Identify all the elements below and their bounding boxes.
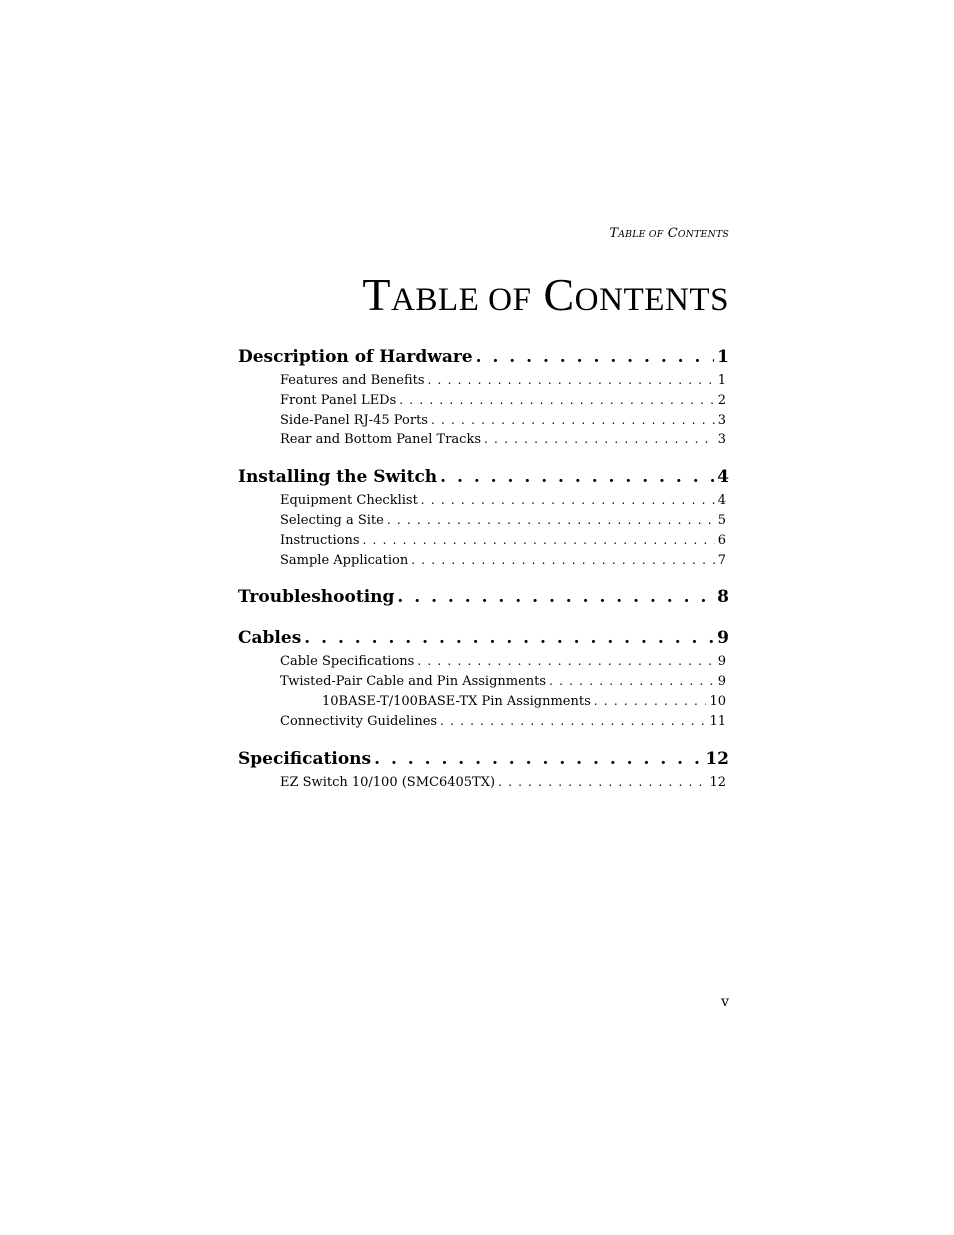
title-small-1: ABLE OF <box>390 281 532 318</box>
dot-leader <box>399 391 714 410</box>
dot-leader <box>411 551 714 570</box>
toc-section-heading[interactable] <box>238 583 729 611</box>
dot-leader <box>304 624 714 652</box>
toc-entry-label: Equipment Checklist <box>280 493 418 509</box>
toc-entry-page: 11 <box>709 713 726 729</box>
toc-entry[interactable] <box>280 672 726 692</box>
dot-leader <box>417 652 714 671</box>
dot-leader <box>387 511 715 530</box>
toc-entry-list <box>238 773 729 793</box>
dot-leader <box>374 745 702 773</box>
toc-entry-page: 5 <box>717 512 726 528</box>
toc-section <box>238 343 729 450</box>
table-of-contents <box>238 343 729 805</box>
toc-section-heading[interactable] <box>238 463 729 491</box>
toc-entry-page: 12 <box>709 774 726 790</box>
toc-entry-label: Sample Application <box>280 552 409 568</box>
dot-leader <box>428 371 715 390</box>
toc-section <box>238 745 729 793</box>
toc-entry[interactable] <box>280 712 726 732</box>
running-header-small-2: ONTENTS <box>677 229 729 240</box>
toc-entry-page: 3 <box>717 432 726 448</box>
dot-leader <box>476 343 715 371</box>
toc-entry[interactable] <box>280 551 726 571</box>
toc-entry[interactable] <box>280 652 726 672</box>
toc-entry-label: Selecting a Site <box>280 512 384 528</box>
toc-entry-page: 7 <box>717 552 726 568</box>
toc-entry-page: 1 <box>717 373 726 388</box>
toc-section-page: 12 <box>705 748 729 769</box>
toc-entry-list <box>238 652 729 731</box>
running-header-small-1: ABLE OF <box>618 229 664 240</box>
toc-entry-page: 2 <box>717 392 726 408</box>
toc-entry-label: Front Panel LEDs <box>280 392 397 408</box>
toc-entry-label: Connectivity Guidelines <box>280 713 438 729</box>
toc-section-title: Description of Hardware <box>238 347 473 367</box>
toc-section <box>238 624 729 731</box>
page-number: v <box>721 994 729 1010</box>
dot-leader <box>363 531 715 550</box>
toc-entry-page: 3 <box>717 412 726 428</box>
toc-subentry[interactable] <box>280 692 726 712</box>
dot-leader <box>421 491 715 510</box>
toc-entry-label: Twisted-Pair Cable and Pin Assignments <box>280 674 547 690</box>
title-cap-t: T <box>362 269 391 320</box>
toc-section-page: 9 <box>717 628 729 649</box>
toc-entry-page: 9 <box>717 674 726 690</box>
toc-entry[interactable] <box>280 491 726 511</box>
toc-entry-page: 6 <box>717 532 726 548</box>
page-title <box>362 268 729 321</box>
dot-leader <box>498 773 706 792</box>
toc-entry[interactable] <box>280 391 726 411</box>
title-small-2: ONTENTS <box>574 281 729 318</box>
toc-section-page: 1 <box>717 347 729 367</box>
toc-section <box>238 583 729 611</box>
dot-leader <box>431 411 715 430</box>
toc-entry[interactable] <box>280 411 726 431</box>
toc-section <box>238 463 729 570</box>
toc-entry-page: 10 <box>709 693 726 709</box>
toc-section-heading[interactable] <box>238 343 729 371</box>
dot-leader <box>549 672 715 691</box>
toc-section-page: 4 <box>717 467 729 488</box>
toc-entry-label: Cable Specifications <box>280 654 415 670</box>
toc-entry-label: Features and Benefits <box>280 373 425 388</box>
toc-entry-list <box>238 491 729 570</box>
toc-entry-page: 9 <box>717 654 726 670</box>
toc-section-title: Cables <box>238 628 302 649</box>
toc-section-heading[interactable] <box>238 745 729 773</box>
toc-entry[interactable] <box>280 773 726 793</box>
toc-section-title: Installing the Switch <box>238 467 438 488</box>
toc-entry-list <box>238 371 729 450</box>
toc-entry-label: Rear and Bottom Panel Tracks <box>280 432 482 448</box>
toc-entry-label: Instructions <box>280 532 360 548</box>
toc-entry-label: 10BASE-T/100BASE-TX Pin Assignments <box>322 693 591 709</box>
toc-entry[interactable] <box>280 531 726 551</box>
dot-leader <box>440 463 714 491</box>
toc-entry[interactable] <box>280 511 726 531</box>
toc-entry-label: EZ Switch 10/100 (SMC6405TX) <box>280 774 496 790</box>
dot-leader <box>594 692 707 711</box>
dot-leader <box>484 430 715 449</box>
toc-entry-label: Side-Panel RJ-45 Ports <box>280 412 428 428</box>
toc-section-title: Specifications <box>238 748 372 769</box>
toc-entry[interactable] <box>280 430 726 450</box>
toc-entry[interactable] <box>280 371 726 391</box>
title-cap-c: C <box>543 269 575 320</box>
running-header <box>609 226 729 241</box>
dot-leader <box>440 712 706 731</box>
toc-section-heading[interactable] <box>238 624 729 652</box>
dot-leader <box>397 583 714 611</box>
toc-section-page: 8 <box>717 587 729 608</box>
toc-section-title: Troubleshooting <box>238 587 395 608</box>
running-header-cap-t: T <box>609 226 619 241</box>
toc-entry-page: 4 <box>717 493 726 509</box>
running-header-cap-c: C <box>667 226 678 241</box>
